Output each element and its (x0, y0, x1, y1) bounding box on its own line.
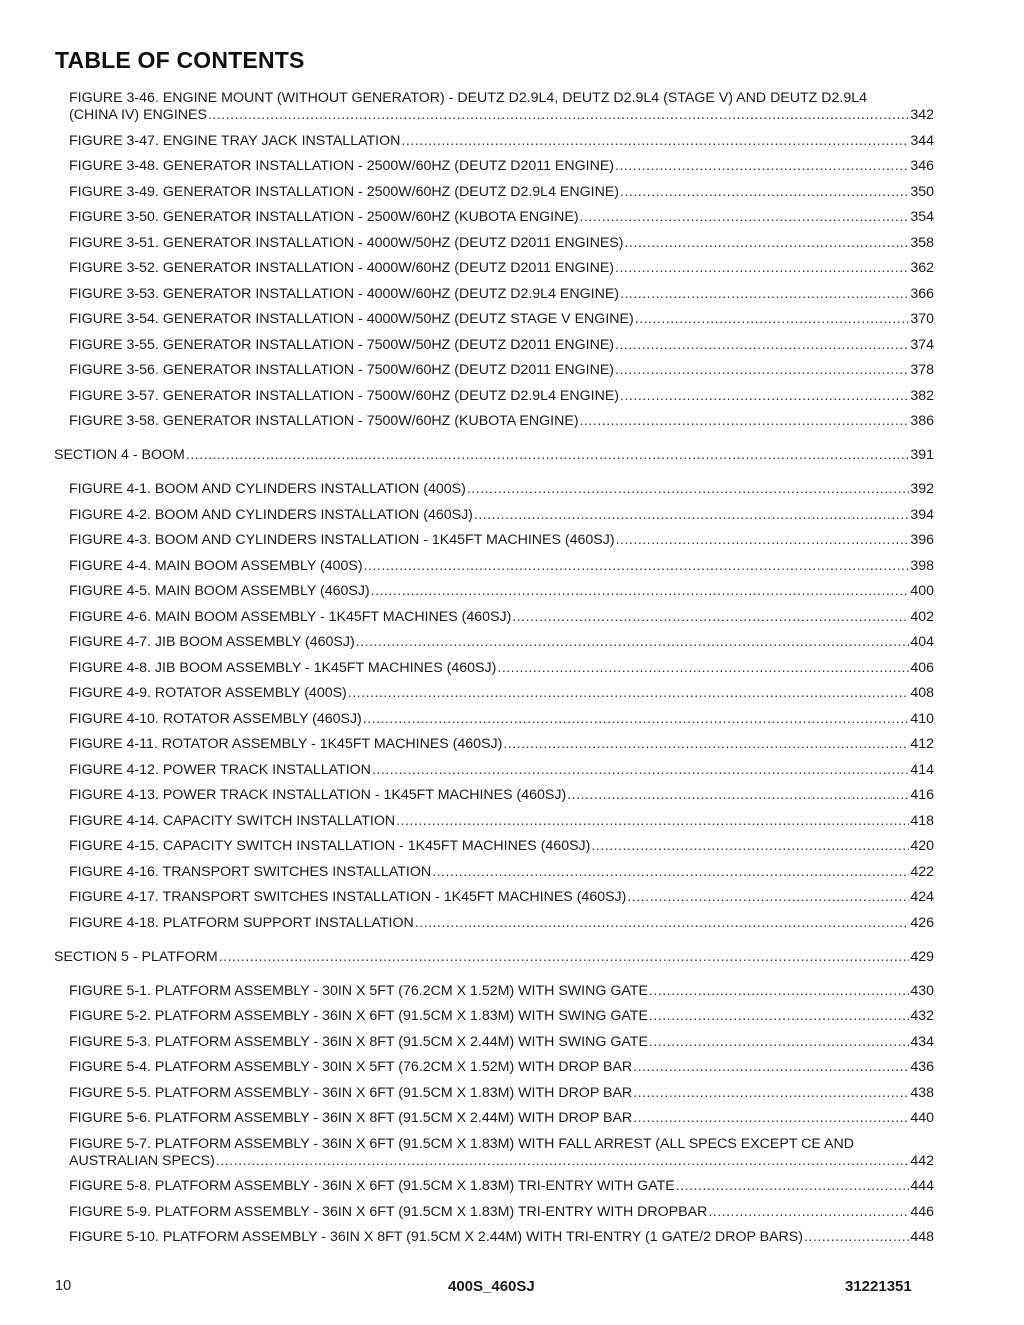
toc-entry-page-number: 396 (910, 532, 934, 548)
toc-entry-row (69, 260, 934, 277)
toc-figure-entry[interactable] (69, 286, 934, 303)
toc-figure-entry[interactable] (69, 1059, 934, 1076)
toc-entry-page-number: 374 (910, 336, 934, 353)
dot-leader (633, 1085, 909, 1102)
dot-leader (497, 660, 909, 677)
toc-entry-row (69, 813, 934, 830)
table-of-contents (0, 90, 1024, 1246)
toc-section-entry[interactable] (54, 447, 934, 464)
toc-entry-row (69, 413, 934, 430)
toc-entry-row (69, 609, 934, 626)
toc-entry-title: FIGURE 4-4. MAIN BOOM ASSEMBLY (400S) (69, 557, 363, 574)
toc-entry-title: FIGURE 4-9. ROTATOR ASSEMBLY (400S) (69, 685, 347, 701)
dot-leader (620, 184, 909, 201)
toc-figure-entry[interactable] (69, 1204, 934, 1221)
toc-entry-row (69, 158, 934, 175)
toc-figure-entry[interactable] (69, 711, 934, 728)
dot-leader (219, 949, 910, 966)
toc-entry-title: FIGURE 4-1. BOOM AND CYLINDERS INSTALLATION (400S) (69, 481, 466, 497)
footer-model: 400S_460SJ (448, 1278, 535, 1295)
toc-figure-entry[interactable] (69, 558, 934, 575)
toc-entry-title: FIGURE 3-57. GENERATOR INSTALLATION - 7500W/60HZ (DEUTZ D2.9L4 ENGINE) (69, 387, 620, 404)
toc-entry-page-number: 412 (910, 736, 934, 752)
toc-entry-title: SECTION 5 - PLATFORM (54, 948, 218, 965)
toc-figure-entry[interactable] (69, 1229, 934, 1246)
toc-figure-entry[interactable] (69, 1008, 934, 1025)
toc-entry-title: FIGURE 4-5. MAIN BOOM ASSEMBLY (460SJ) (69, 583, 370, 599)
dot-leader (567, 787, 909, 804)
toc-entry-row (69, 915, 934, 932)
toc-figure-entry[interactable] (69, 260, 934, 277)
dot-leader (633, 1059, 909, 1076)
toc-entry-page-number: 391 (910, 447, 934, 463)
dot-leader (186, 447, 909, 464)
toc-figure-entry[interactable] (69, 1110, 934, 1127)
dot-leader (216, 1153, 909, 1170)
toc-figure-entry[interactable] (69, 337, 934, 354)
toc-entry-title: FIGURE 4-7. JIB BOOM ASSEMBLY (460SJ) (69, 634, 355, 650)
toc-figure-entry[interactable] (69, 1085, 934, 1102)
toc-entry-row (69, 209, 934, 226)
toc-figure-entry[interactable] (69, 133, 934, 150)
toc-entry-page-number: 398 (910, 557, 934, 574)
dot-leader (615, 158, 909, 175)
toc-entry-page-number: 442 (910, 1152, 934, 1169)
toc-entry-title: FIGURE 5-8. PLATFORM ASSEMBLY - 36IN X 6FT (91.5CM X 1.83M) TRI-ENTRY WITH GATE (69, 1178, 675, 1194)
toc-entry-row (69, 184, 934, 201)
toc-figure-entry[interactable] (69, 1136, 934, 1170)
toc-entry-title: FIGURE 3-51. GENERATOR INSTALLATION - 4000W/50HZ (DEUTZ D2011 ENGINES) (69, 234, 624, 251)
toc-entry-row (69, 1204, 934, 1221)
toc-entry-title: FIGURE 3-50. GENERATOR INSTALLATION - 2500W/60HZ (KUBOTA ENGINE) (69, 209, 579, 225)
toc-section-entry[interactable] (54, 949, 934, 966)
toc-figure-entry[interactable] (69, 158, 934, 175)
toc-entry-row (69, 1229, 934, 1246)
toc-figure-entry[interactable] (69, 311, 934, 328)
dot-leader (615, 362, 909, 379)
dot-leader (208, 107, 909, 124)
toc-figure-entry[interactable] (69, 90, 934, 124)
dot-leader (371, 583, 910, 600)
toc-entry-row (69, 235, 934, 252)
toc-figure-entry[interactable] (69, 413, 934, 430)
dot-leader (620, 286, 909, 303)
toc-figure-entry[interactable] (69, 889, 934, 906)
toc-figure-entry[interactable] (69, 1178, 934, 1195)
toc-entry-page-number: 358 (910, 234, 934, 251)
toc-entry-row (69, 532, 934, 549)
toc-entry-row (54, 949, 934, 966)
dot-leader (363, 711, 910, 728)
toc-entry-row (54, 447, 934, 464)
dot-leader (625, 235, 910, 252)
toc-entry-title: FIGURE 3-56. GENERATOR INSTALLATION - 7500W/60HZ (DEUTZ D2011 ENGINE) (69, 362, 615, 378)
dot-leader (649, 983, 909, 1000)
toc-entry-row (69, 1085, 934, 1102)
dot-leader (804, 1229, 909, 1246)
toc-entry-row (69, 388, 934, 405)
toc-figure-entry[interactable] (69, 609, 934, 626)
dot-leader (627, 889, 909, 906)
toc-entry-row (69, 711, 934, 728)
toc-entry-page-number: 346 (910, 158, 934, 174)
toc-entry-page-number: 366 (910, 285, 934, 302)
toc-entry-title: FIGURE 4-6. MAIN BOOM ASSEMBLY - 1K45FT MACHINES (460SJ) (69, 608, 512, 625)
toc-entry-title: FIGURE 3-52. GENERATOR INSTALLATION - 4000W/60HZ (DEUTZ D2011 ENGINE) (69, 260, 615, 276)
toc-figure-entry[interactable] (69, 864, 934, 881)
toc-entry-row (69, 762, 934, 779)
toc-entry-row (69, 983, 934, 1000)
toc-entry-page-number: 392 (910, 481, 934, 497)
toc-figure-entry[interactable] (69, 838, 934, 855)
toc-entry-row (69, 481, 934, 498)
toc-entry-title: FIGURE 4-11. ROTATOR ASSEMBLY - 1K45FT MACHINES (460SJ) (69, 736, 503, 752)
dot-leader (708, 1204, 909, 1221)
toc-entry-row (69, 558, 934, 575)
toc-entry-title: FIGURE 4-13. POWER TRACK INSTALLATION - 1K45FT MACHINES (460SJ) (69, 787, 567, 803)
dot-leader (474, 507, 909, 524)
toc-entry-title: FIGURE 3-48. GENERATOR INSTALLATION - 2500W/60HZ (DEUTZ D2011 ENGINE) (69, 158, 615, 174)
toc-entry-page-number: 350 (910, 183, 934, 200)
toc-entry-row (69, 1178, 934, 1195)
toc-entry-title: (CHINA IV) ENGINES (69, 107, 207, 123)
toc-figure-entry[interactable] (69, 813, 934, 830)
toc-figure-entry[interactable] (69, 184, 934, 201)
toc-entry-title: FIGURE 4-15. CAPACITY SWITCH INSTALLATION - 1K45FT MACHINES (460SJ) (69, 838, 591, 854)
toc-entry-title: FIGURE 5-3. PLATFORM ASSEMBLY - 36IN X 8FT (91.5CM X 2.44M) WITH SWING GATE (69, 1033, 648, 1050)
toc-entry-row (69, 507, 934, 524)
toc-figure-entry[interactable] (69, 209, 934, 226)
toc-entry-title: FIGURE 4-12. POWER TRACK INSTALLATION (69, 761, 371, 778)
toc-entry-title: FIGURE 4-10. ROTATOR ASSEMBLY (460SJ) (69, 710, 362, 727)
toc-entry-page-number: 342 (910, 107, 934, 123)
toc-entry-row (69, 889, 934, 906)
toc-entry-page-number: 422 (910, 863, 934, 880)
dot-leader (620, 388, 909, 405)
toc-entry-title: AUSTRALIAN SPECS) (69, 1152, 215, 1169)
toc-entry-title: FIGURE 3-53. GENERATOR INSTALLATION - 4000W/60HZ (DEUTZ D2.9L4 ENGINE) (69, 285, 620, 302)
dot-leader (615, 260, 909, 277)
page-title: TABLE OF CONTENTS (55, 47, 305, 73)
footer-page-number: 10 (55, 1278, 72, 1294)
toc-entry-row (69, 1110, 934, 1127)
toc-figure-entry[interactable] (69, 660, 934, 677)
toc-entry-page-number: 410 (910, 710, 934, 727)
toc-entry-row (69, 685, 934, 702)
toc-figure-entry[interactable] (69, 787, 934, 804)
toc-entry-title: FIGURE 5-10. PLATFORM ASSEMBLY - 36IN X 8FT (91.5CM X 2.44M) WITH TRI-ENTRY (1 GATE/2 DROP BARS) (69, 1229, 803, 1245)
toc-entry-page-number: 418 (910, 812, 934, 829)
toc-entry-page-number: 362 (910, 260, 934, 276)
toc-entry-title: FIGURE 5-5. PLATFORM ASSEMBLY - 36IN X 6FT (91.5CM X 1.83M) WITH DROP BAR (69, 1084, 633, 1101)
toc-entry-page-number: 386 (910, 413, 934, 429)
toc-figure-entry[interactable] (69, 983, 934, 1000)
dot-leader (633, 1110, 909, 1127)
toc-entry-row (69, 660, 934, 677)
toc-entry-page-number: 382 (910, 387, 934, 404)
toc-entry-title: FIGURE 4-3. BOOM AND CYLINDERS INSTALLATION - 1K45FT MACHINES (460SJ) (69, 532, 615, 548)
toc-entry-row (69, 1034, 934, 1051)
dot-leader (396, 813, 909, 830)
dot-leader (580, 209, 910, 226)
toc-entry-page-number: 444 (910, 1178, 934, 1194)
toc-entry-title: SECTION 4 - BOOM (54, 447, 185, 463)
dot-leader (415, 915, 910, 932)
toc-entry-title: FIGURE 5-6. PLATFORM ASSEMBLY - 36IN X 8FT (91.5CM X 2.44M) WITH DROP BAR (69, 1110, 633, 1126)
toc-figure-entry[interactable] (69, 235, 934, 252)
toc-entry-page-number: 402 (910, 608, 934, 625)
toc-entry-row (69, 362, 934, 379)
toc-entry-row (69, 864, 934, 881)
toc-figure-entry[interactable] (69, 634, 934, 651)
toc-entry-row (69, 736, 934, 753)
toc-entry-page-number: 426 (910, 914, 934, 931)
toc-entry-page-number: 406 (910, 659, 934, 676)
toc-entry-page-number: 438 (910, 1084, 934, 1101)
toc-entry-page-number: 394 (910, 506, 934, 523)
toc-entry-title: FIGURE 3-47. ENGINE TRAY JACK INSTALLATION (69, 132, 401, 149)
toc-entry-page-number: 354 (910, 209, 934, 225)
dot-leader (635, 311, 910, 328)
toc-figure-entry[interactable] (69, 532, 934, 549)
toc-entry-page-number: 370 (910, 311, 934, 327)
toc-entry-row (69, 787, 934, 804)
page-footer (0, 1278, 1024, 1298)
dot-leader (512, 609, 909, 626)
toc-entry-row (69, 337, 934, 354)
toc-entry-title: FIGURE 3-54. GENERATOR INSTALLATION - 4000W/50HZ (DEUTZ STAGE V ENGINE) (69, 311, 634, 327)
toc-entry-title: FIGURE 4-8. JIB BOOM ASSEMBLY - 1K45FT MACHINES (460SJ) (69, 659, 497, 676)
dot-leader (467, 481, 910, 498)
toc-entry-page-number: 430 (910, 982, 934, 999)
toc-figure-entry[interactable] (69, 762, 934, 779)
toc-entry-title: FIGURE 5-2. PLATFORM ASSEMBLY - 36IN X 6FT (91.5CM X 1.83M) WITH SWING GATE (69, 1008, 648, 1024)
toc-entry-page-number: 344 (910, 132, 934, 149)
toc-entry-row (69, 634, 934, 651)
toc-entry-title: FIGURE 4-18. PLATFORM SUPPORT INSTALLATION (69, 914, 414, 931)
toc-entry-title: FIGURE 5-4. PLATFORM ASSEMBLY - 30IN X 5FT (76.2CM X 1.52M) WITH DROP BAR (69, 1059, 633, 1075)
toc-entry-title: FIGURE 3-49. GENERATOR INSTALLATION - 2500W/60HZ (DEUTZ D2.9L4 ENGINE) (69, 183, 620, 200)
toc-figure-entry[interactable] (69, 388, 934, 405)
toc-entry-page-number: 416 (910, 787, 934, 803)
dot-leader (649, 1008, 909, 1025)
toc-entry-page-number: 432 (910, 1008, 934, 1024)
dot-leader (503, 736, 909, 753)
dot-leader (676, 1178, 910, 1195)
toc-entry-row (69, 1008, 934, 1025)
dot-leader (364, 558, 910, 575)
toc-entry-title: FIGURE 3-58. GENERATOR INSTALLATION - 7500W/60HZ (KUBOTA ENGINE) (69, 413, 579, 429)
toc-entry-row (69, 311, 934, 328)
toc-entry-page-number: 446 (910, 1203, 934, 1220)
toc-entry-title: FIGURE 4-16. TRANSPORT SWITCHES INSTALLATION (69, 863, 432, 880)
toc-entry-title: FIGURE 4-14. CAPACITY SWITCH INSTALLATION (69, 812, 396, 829)
toc-entry-row (69, 1059, 934, 1076)
toc-entry-page-number: 414 (910, 761, 934, 778)
toc-entry-page-number: 420 (910, 838, 934, 854)
dot-leader (432, 864, 909, 881)
toc-entry-page-number: 434 (910, 1033, 934, 1050)
toc-entry-title-line: FIGURE 5-7. PLATFORM ASSEMBLY - 36IN X 6FT (91.5CM X 1.83M) WITH FALL ARREST (ALL SPECS EXCEPT CE AND (69, 1135, 855, 1152)
footer-document-number: 31221351 (845, 1278, 912, 1295)
toc-entry-row (69, 133, 934, 150)
toc-entry-page-number: 408 (910, 685, 934, 701)
dot-leader (649, 1034, 909, 1051)
toc-entry-title: FIGURE 4-17. TRANSPORT SWITCHES INSTALLATION - 1K45FT MACHINES (460SJ) (69, 889, 627, 905)
dot-leader (615, 337, 909, 354)
toc-entry-title: FIGURE 5-9. PLATFORM ASSEMBLY - 36IN X 6FT (91.5CM X 1.83M) TRI-ENTRY WITH DROPBAR (69, 1203, 708, 1220)
toc-entry-page-number: 436 (910, 1059, 934, 1075)
toc-figure-entry[interactable] (69, 583, 934, 600)
toc-entry-page-number: 404 (910, 634, 934, 650)
dot-leader (372, 762, 909, 779)
toc-entry-row (69, 107, 934, 124)
toc-entry-row (69, 286, 934, 303)
toc-figure-entry[interactable] (69, 915, 934, 932)
toc-figure-entry[interactable] (69, 685, 934, 702)
toc-entry-row (69, 838, 934, 855)
toc-entry-row (69, 583, 934, 600)
toc-entry-title: FIGURE 3-55. GENERATOR INSTALLATION - 7500W/50HZ (DEUTZ D2011 ENGINE) (69, 336, 615, 353)
toc-entry-title: FIGURE 5-1. PLATFORM ASSEMBLY - 30IN X 5FT (76.2CM X 1.52M) WITH SWING GATE (69, 982, 648, 999)
toc-figure-entry[interactable] (69, 736, 934, 753)
toc-figure-entry[interactable] (69, 507, 934, 524)
toc-figure-entry[interactable] (69, 362, 934, 379)
dot-leader (401, 133, 909, 150)
dot-leader (348, 685, 910, 702)
toc-entry-row (69, 1153, 934, 1170)
toc-entry-page-number: 378 (910, 362, 934, 378)
toc-figure-entry[interactable] (69, 481, 934, 498)
toc-entry-page-number: 448 (910, 1229, 934, 1245)
dot-leader (591, 838, 909, 855)
toc-entry-page-number: 400 (910, 583, 934, 599)
toc-entry-page-number: 429 (910, 948, 934, 965)
toc-entry-page-number: 424 (910, 889, 934, 905)
toc-entry-title: FIGURE 4-2. BOOM AND CYLINDERS INSTALLATION (460SJ) (69, 506, 473, 523)
dot-leader (580, 413, 910, 430)
dot-leader (356, 634, 910, 651)
toc-figure-entry[interactable] (69, 1034, 934, 1051)
toc-entry-title-line: FIGURE 3-46. ENGINE MOUNT (WITHOUT GENERATOR) - DEUTZ D2.9L4, DEUTZ D2.9L4 (STAGE V) AND DEUTZ D2.9L4 (69, 90, 868, 106)
dot-leader (616, 532, 910, 549)
toc-entry-page-number: 440 (910, 1110, 934, 1126)
